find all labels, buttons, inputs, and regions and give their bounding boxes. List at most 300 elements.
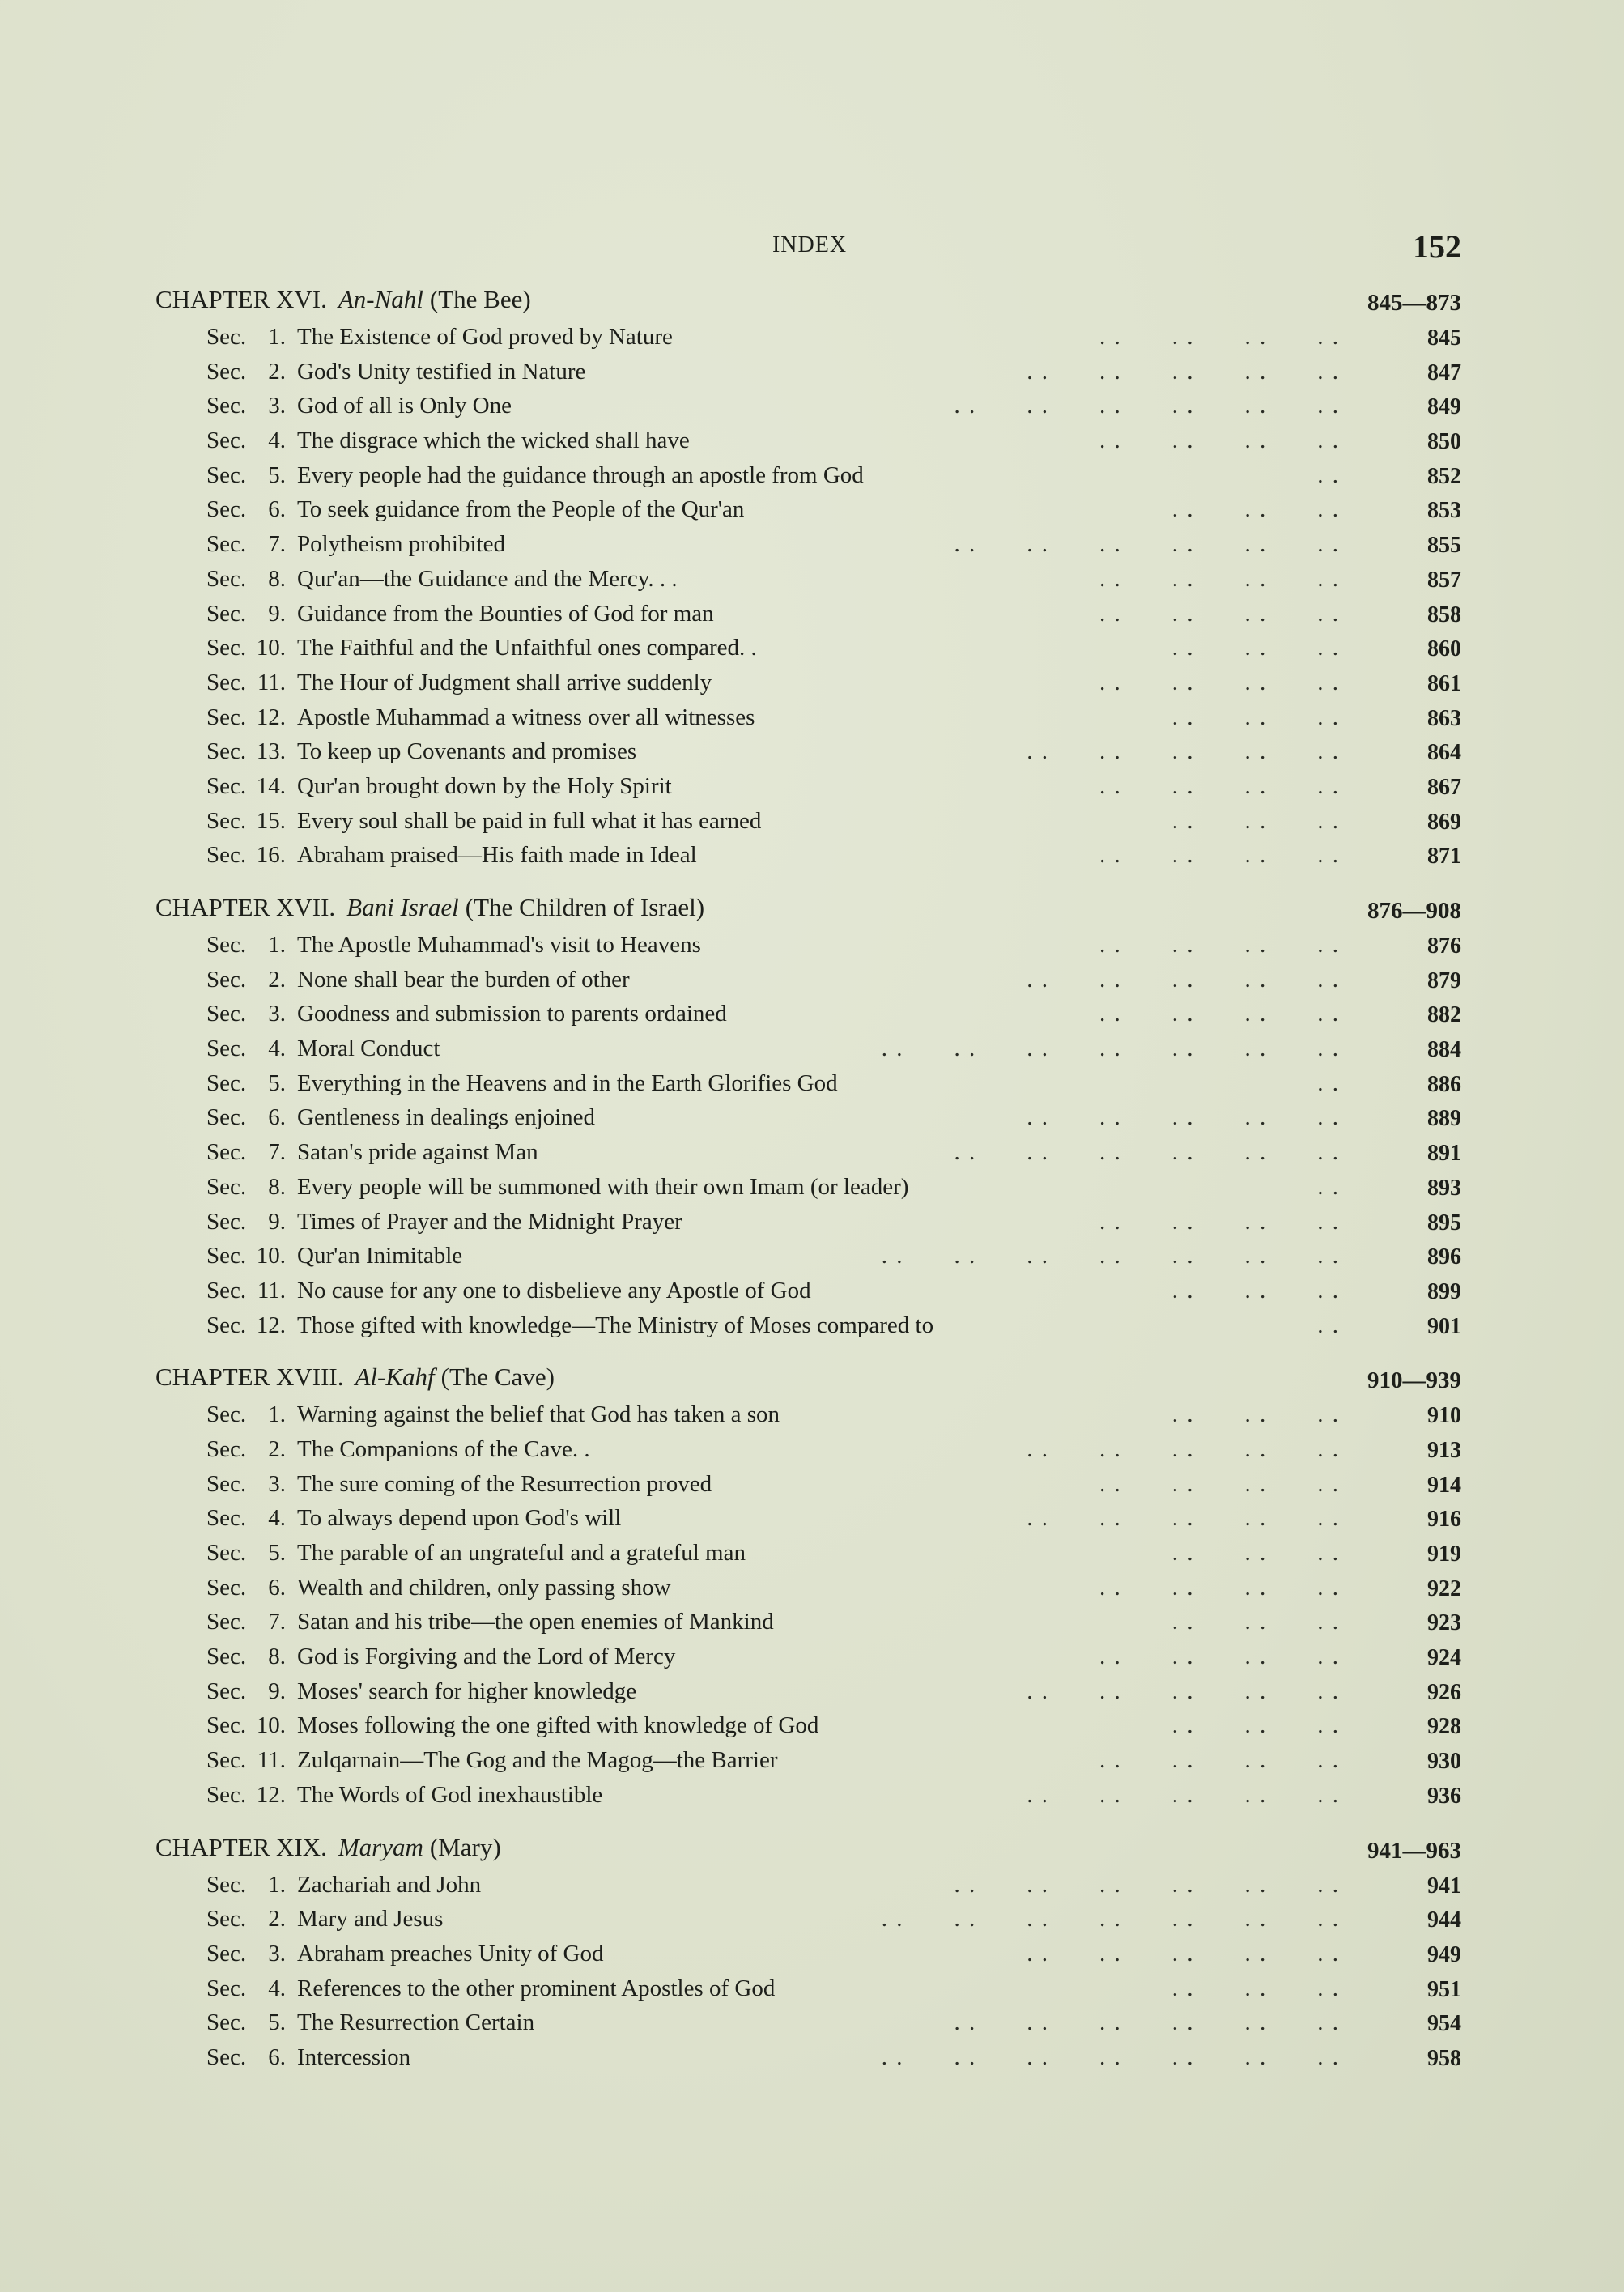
section-label: Sec.: [206, 1712, 247, 1739]
section-text: The Resurrection Certain: [297, 2009, 535, 2036]
section-text: God of all is Only One: [297, 393, 512, 419]
section-page: 858: [1427, 602, 1461, 627]
section-label: Sec.: [206, 600, 247, 627]
section-number: 7.: [268, 1139, 286, 1166]
section-number: 4.: [268, 1035, 286, 1062]
section-row: [206, 1971, 1461, 2006]
section-row: [206, 928, 1461, 963]
section-number: 7.: [268, 1609, 286, 1635]
section-number: 5.: [268, 461, 286, 488]
section-row: [206, 665, 1461, 700]
section-number: 7.: [268, 531, 286, 558]
section-number: 2.: [268, 1435, 286, 1462]
section-row: [206, 1571, 1461, 1605]
leader-dots: . . . . . . . .: [1099, 324, 1340, 350]
section-page: 913: [1427, 1437, 1461, 1463]
section-label: Sec.: [206, 1139, 247, 1166]
leader-dots: . . . . . .: [1171, 496, 1340, 523]
section-label: Sec.: [206, 669, 247, 695]
chapter-heading: [155, 279, 1461, 320]
section-row: [206, 769, 1461, 804]
section-text: Moses' search for higher knowledge: [297, 1678, 637, 1704]
leader-dots: . . . . . . . . . . . .: [954, 393, 1340, 419]
chapter-label: CHAPTER XVIII.: [155, 1363, 344, 1392]
section-label: Sec.: [206, 1470, 247, 1497]
section-page: 871: [1427, 844, 1461, 870]
chapter-english-title: (The Children of Israel): [465, 893, 705, 921]
section-number: 6.: [268, 2043, 286, 2070]
section-row: [206, 1536, 1461, 1571]
section-text: References to the other prominent Apostles of God: [297, 1975, 776, 2001]
section-label: Sec.: [206, 1208, 247, 1235]
leader-dots: . . . . . .: [1171, 704, 1340, 730]
leader-dots: . . . . . . . . . .: [1027, 1781, 1340, 1808]
section-number: 1.: [268, 1401, 286, 1428]
section-page: 849: [1427, 394, 1461, 420]
section-label: Sec.: [206, 461, 247, 488]
section-number: 4.: [268, 427, 286, 454]
leader-dots: . . . . . . . .: [1099, 1001, 1340, 1027]
section-row: [206, 389, 1461, 423]
leader-dots: . . . . . . . . . . . . . .: [881, 1035, 1340, 1062]
section-number: 6.: [268, 1574, 286, 1601]
chapter-page-range: 941—963: [1367, 1837, 1461, 1864]
section-row: [206, 1170, 1461, 1205]
section-page: 919: [1427, 1541, 1461, 1567]
chapter-gap: [158, 2083, 1461, 2090]
section-label: Sec.: [206, 531, 247, 558]
section-text: Every people will be summoned with their own Imam (or leader): [297, 1173, 909, 1200]
section-text: Goodness and submission to parents ordained: [297, 1001, 727, 1027]
section-number: 2.: [268, 966, 286, 993]
leader-dots: . . . . . .: [1171, 1975, 1340, 2001]
section-page: 879: [1427, 967, 1461, 993]
section-row: [206, 1135, 1461, 1170]
section-label: Sec.: [206, 1401, 247, 1428]
section-row: [206, 804, 1461, 839]
section-text: Polytheism prohibited: [297, 531, 505, 558]
section-page: 914: [1427, 1472, 1461, 1498]
leader-dots: . . . . . . . .: [1099, 565, 1340, 592]
section-label: Sec.: [206, 565, 247, 592]
leader-dots: . . . . . . . .: [1099, 1208, 1340, 1235]
chapter-label: CHAPTER XVI.: [155, 285, 327, 313]
leader-dots: . . . . . . . . . .: [1027, 738, 1340, 765]
section-row: [206, 423, 1461, 458]
section-row: [206, 1708, 1461, 1743]
section-row: [206, 1902, 1461, 1937]
section-page: 867: [1427, 774, 1461, 800]
section-row: [206, 963, 1461, 997]
section-text: Those gifted with knowledge—The Ministry of Moses compared to: [297, 1312, 934, 1338]
section-number: 6.: [268, 1104, 286, 1131]
section-label: Sec.: [206, 1035, 247, 1062]
section-page: 847: [1427, 359, 1461, 385]
section-page: 941: [1427, 1873, 1461, 1899]
section-text: Warning against the belief that God has taken a son: [297, 1401, 780, 1428]
leader-dots: . . . . . . . .: [1099, 1574, 1340, 1601]
section-label: Sec.: [206, 966, 247, 993]
section-label: Sec.: [206, 496, 247, 523]
section-text: To always depend upon God's will: [297, 1505, 622, 1532]
section-page: 944: [1427, 1907, 1461, 1933]
section-number: 6.: [268, 496, 286, 523]
section-page: 901: [1427, 1313, 1461, 1339]
section-row: [206, 1031, 1461, 1066]
section-number: 9.: [268, 600, 286, 627]
section-number: 4.: [268, 1975, 286, 2001]
leader-dots: . . . . . . . . . . . .: [954, 531, 1340, 558]
chapter-english-title: (The Bee): [429, 285, 531, 313]
leader-dots: . . . . . .: [1171, 1609, 1340, 1635]
leader-dots: . . . . . .: [1171, 807, 1340, 834]
section-page: 949: [1427, 1941, 1461, 1967]
section-row: [206, 458, 1461, 493]
section-row: [206, 492, 1461, 527]
chapter-page-range: 910—939: [1367, 1367, 1461, 1394]
section-page: 861: [1427, 670, 1461, 696]
section-label: Sec.: [206, 1312, 247, 1338]
section-label: Sec.: [206, 772, 247, 799]
section-number: 11.: [257, 1747, 286, 1774]
section-text: Intercession: [297, 2043, 411, 2070]
chapter-heading: [155, 1357, 1461, 1397]
section-text: None shall bear the burden of other: [297, 966, 630, 993]
section-label: Sec.: [206, 2009, 247, 2036]
section-number: 12.: [256, 704, 286, 730]
section-text: To keep up Covenants and promises: [297, 738, 637, 765]
page-title: INDEX: [772, 232, 848, 257]
section-text: The disgrace which the wicked shall have: [297, 427, 690, 454]
section-number: 15.: [256, 807, 286, 834]
section-row: [206, 1501, 1461, 1536]
section-text: The Faithful and the Unfaithful ones compared. .: [297, 635, 757, 661]
leader-dots: . . . . . . . .: [1099, 1470, 1340, 1497]
section-row: [206, 1937, 1461, 1971]
section-page: 926: [1427, 1679, 1461, 1705]
section-page: 895: [1427, 1210, 1461, 1235]
section-number: 12.: [256, 1312, 286, 1338]
section-number: 1.: [268, 932, 286, 958]
section-row: [206, 1674, 1461, 1709]
section-text: The Existence of God proved by Nature: [297, 324, 673, 350]
section-text: God's Unity testified in Nature: [297, 358, 586, 385]
leader-dots: . . . . . . . .: [1099, 600, 1340, 627]
section-row: [206, 631, 1461, 665]
section-row: [206, 734, 1461, 769]
section-page: 852: [1427, 463, 1461, 489]
section-number: 2.: [268, 358, 286, 385]
leader-dots: . . . . . . . . . .: [1027, 966, 1340, 993]
section-text: Abraham preaches Unity of God: [297, 1940, 604, 1967]
section-number: 10.: [256, 635, 286, 661]
chapter-block: [155, 887, 1461, 1342]
section-page: 954: [1427, 2011, 1461, 2037]
section-page: 893: [1427, 1175, 1461, 1201]
chapter-block: [155, 1827, 1461, 2075]
section-label: Sec.: [206, 1678, 247, 1704]
section-page: 951: [1427, 1976, 1461, 2002]
section-page: 958: [1427, 2045, 1461, 2071]
section-number: 1.: [268, 324, 286, 350]
section-row: [206, 2040, 1461, 2075]
leader-dots: . . . . . . . .: [1099, 669, 1340, 695]
section-label: Sec.: [206, 1871, 247, 1898]
leader-dots: . . . . . . . .: [1099, 932, 1340, 958]
section-text: Moses following the one gifted with knowledge of God: [297, 1712, 819, 1739]
section-page: 864: [1427, 740, 1461, 766]
section-page: 860: [1427, 636, 1461, 662]
chapter-title: An-Nahl: [338, 285, 423, 313]
chapter-english-title: (Mary): [429, 1832, 501, 1861]
section-row: [206, 997, 1461, 1031]
chapter-page-range: 845—873: [1367, 290, 1461, 316]
section-label: Sec.: [206, 1781, 247, 1808]
section-label: Sec.: [206, 2043, 247, 2070]
section-number: 5.: [268, 1069, 286, 1096]
chapter-title: Maryam: [338, 1832, 423, 1861]
section-label: Sec.: [206, 1609, 247, 1635]
section-text: Zachariah and John: [297, 1871, 482, 1898]
section-number: 9.: [268, 1208, 286, 1235]
section-label: Sec.: [206, 1644, 247, 1670]
section-label: Sec.: [206, 1173, 247, 1200]
section-number: 3.: [268, 393, 286, 419]
section-page: 922: [1427, 1575, 1461, 1601]
leader-dots: . . . . . .: [1171, 1540, 1340, 1566]
leader-dots: . . . . . . . . . . . . . .: [881, 1906, 1340, 1933]
section-label: Sec.: [206, 324, 247, 350]
section-label: Sec.: [206, 635, 247, 661]
page-header: [158, 228, 1461, 265]
section-text: Satan and his tribe—the open enemies of Mankind: [297, 1609, 774, 1635]
section-page: 884: [1427, 1037, 1461, 1063]
chapter-block: [155, 1357, 1461, 1812]
chapter-label: CHAPTER XIX.: [155, 1832, 327, 1861]
page-number: 152: [1413, 228, 1461, 265]
chapter-page-range: 876—908: [1367, 898, 1461, 924]
section-page: 850: [1427, 429, 1461, 455]
section-number: 13.: [256, 738, 286, 765]
section-text: No cause for any one to disbelieve any Apostle of God: [297, 1277, 811, 1303]
leader-dots: . . . . . . . . . . . .: [954, 1139, 1340, 1166]
section-row: [206, 1868, 1461, 1903]
leader-dots: . .: [1317, 1173, 1340, 1200]
leader-dots: . . . . . . . .: [1099, 1644, 1340, 1670]
section-label: Sec.: [206, 1104, 247, 1131]
section-text: The Hour of Judgment shall arrive suddenly: [297, 669, 712, 695]
section-text: Apostle Muhammad a witness over all witnesses: [297, 704, 755, 730]
section-text: Mary and Jesus: [297, 1906, 444, 1933]
section-label: Sec.: [206, 842, 247, 869]
section-label: Sec.: [206, 1574, 247, 1601]
section-label: Sec.: [206, 1001, 247, 1027]
section-label: Sec.: [206, 932, 247, 958]
leader-dots: . .: [1317, 1069, 1340, 1096]
section-page: 882: [1427, 1002, 1461, 1028]
section-label: Sec.: [206, 1277, 247, 1303]
section-label: Sec.: [206, 1505, 247, 1532]
section-text: The sure coming of the Resurrection proved: [297, 1470, 712, 1497]
section-page: 857: [1427, 567, 1461, 593]
section-row: [206, 355, 1461, 389]
section-label: Sec.: [206, 1940, 247, 1967]
section-text: The Words of God inexhaustible: [297, 1781, 603, 1808]
section-number: 3.: [268, 1001, 286, 1027]
leader-dots: . .: [1317, 461, 1340, 488]
section-text: The Companions of the Cave. .: [297, 1435, 590, 1462]
section-number: 16.: [256, 842, 286, 869]
section-page: 845: [1427, 325, 1461, 351]
section-number: 14.: [256, 772, 286, 799]
section-page: 924: [1427, 1645, 1461, 1671]
section-label: Sec.: [206, 1975, 247, 2001]
section-row: [206, 597, 1461, 631]
leader-dots: . . . . . . . . . .: [1027, 358, 1340, 385]
section-text: Gentleness in dealings enjoined: [297, 1104, 596, 1131]
section-number: 8.: [268, 565, 286, 592]
section-text: Times of Prayer and the Midnight Prayer: [297, 1208, 682, 1235]
section-row: [206, 1274, 1461, 1308]
chapter-list: [155, 279, 1461, 2090]
section-number: 5.: [268, 2009, 286, 2036]
chapter-gap: [158, 1821, 1461, 1827]
section-row: [206, 1639, 1461, 1674]
chapter-gap: [158, 881, 1461, 887]
section-text: The Apostle Muhammad's visit to Heavens: [297, 932, 701, 958]
section-row: [206, 1066, 1461, 1101]
chapter-label: CHAPTER XVII.: [155, 893, 336, 921]
section-number: 11.: [257, 669, 286, 695]
chapter-block: [155, 279, 1461, 873]
section-row: [206, 562, 1461, 597]
chapter-gap: [158, 1350, 1461, 1357]
section-label: Sec.: [206, 1069, 247, 1096]
leader-dots: . . . . . . . .: [1099, 772, 1340, 799]
section-number: 12.: [256, 1781, 286, 1808]
section-text: Abraham praised—His faith made in Ideal: [297, 842, 697, 869]
leader-dots: . .: [1317, 1312, 1340, 1338]
section-page: 916: [1427, 1507, 1461, 1533]
section-label: Sec.: [206, 1435, 247, 1462]
section-page: 930: [1427, 1749, 1461, 1775]
section-text: Qur'an brought down by the Holy Spirit: [297, 772, 672, 799]
section-text: Qur'an—the Guidance and the Mercy. . .: [297, 565, 678, 592]
section-row: [206, 1397, 1461, 1432]
section-row: [206, 1743, 1461, 1778]
section-text: Zulqarnain—The Gog and the Magog—the Barrier: [297, 1747, 778, 1774]
section-page: 928: [1427, 1714, 1461, 1740]
section-label: Sec.: [206, 1243, 247, 1269]
leader-dots: . . . . . . . . . .: [1027, 1678, 1340, 1704]
section-text: To seek guidance from the People of the Qur'an: [297, 496, 745, 523]
leader-dots: . . . . . . . . . .: [1027, 1505, 1340, 1532]
section-label: Sec.: [206, 738, 247, 765]
section-label: Sec.: [206, 807, 247, 834]
leader-dots: . . . . . . . . . . . .: [954, 1871, 1340, 1898]
section-page: 899: [1427, 1278, 1461, 1304]
section-row: [206, 700, 1461, 735]
section-text: Every soul shall be paid in full what it has earned: [297, 807, 762, 834]
leader-dots: . . . . . . . . . . . . . .: [881, 1243, 1340, 1269]
section-text: Qur'an Inimitable: [297, 1243, 463, 1269]
section-label: Sec.: [206, 704, 247, 730]
section-number: 8.: [268, 1644, 286, 1670]
section-page: 910: [1427, 1403, 1461, 1429]
section-page: 869: [1427, 809, 1461, 835]
leader-dots: . . . . . . . .: [1099, 842, 1340, 869]
section-number: 1.: [268, 1871, 286, 1898]
section-number: 11.: [257, 1277, 286, 1303]
leader-dots: . . . . . .: [1171, 1277, 1340, 1303]
section-page: 936: [1427, 1783, 1461, 1809]
section-page: 853: [1427, 498, 1461, 524]
section-row: [206, 1100, 1461, 1135]
section-number: 10.: [256, 1712, 286, 1739]
section-page: 855: [1427, 533, 1461, 559]
section-text: Every people had the guidance through an apostle from God: [297, 461, 864, 488]
section-label: Sec.: [206, 1540, 247, 1566]
leader-dots: . . . . . . . . . . . . . .: [881, 2043, 1340, 2070]
section-number: 2.: [268, 1906, 286, 1933]
section-row: [206, 1605, 1461, 1639]
section-text: God is Forgiving and the Lord of Mercy: [297, 1644, 676, 1670]
section-text: Moral Conduct: [297, 1035, 440, 1062]
section-text: Satan's pride against Man: [297, 1139, 538, 1166]
section-label: Sec.: [206, 1747, 247, 1774]
section-number: 10.: [256, 1243, 286, 1269]
leader-dots: . . . . . . . . . .: [1027, 1940, 1340, 1967]
leader-dots: . . . . . . . . . . . .: [954, 2009, 1340, 2036]
leader-dots: . . . . . .: [1171, 1712, 1340, 1739]
chapter-title: Bani Israel: [346, 893, 459, 921]
section-row: [206, 1239, 1461, 1274]
section-row: [206, 1778, 1461, 1813]
section-row: [206, 1432, 1461, 1467]
chapter-heading: [155, 1827, 1461, 1868]
chapter-english-title: (The Cave): [440, 1363, 555, 1392]
section-text: Everything in the Heavens and in the Earth Glorifies God: [297, 1069, 838, 1096]
section-number: 3.: [268, 1940, 286, 1967]
section-number: 4.: [268, 1505, 286, 1532]
section-number: 3.: [268, 1470, 286, 1497]
section-page: 891: [1427, 1141, 1461, 1167]
section-page: 876: [1427, 933, 1461, 959]
leader-dots: . . . . . . . . . .: [1027, 1104, 1340, 1131]
leader-dots: . . . . . . . . . .: [1027, 1435, 1340, 1462]
section-label: Sec.: [206, 358, 247, 385]
section-page: 886: [1427, 1071, 1461, 1097]
section-number: 9.: [268, 1678, 286, 1704]
leader-dots: . . . . . .: [1171, 1401, 1340, 1428]
section-page: 896: [1427, 1244, 1461, 1270]
section-label: Sec.: [206, 427, 247, 454]
section-text: The parable of an ungrateful and a grateful man: [297, 1540, 746, 1566]
section-row: [206, 2005, 1461, 2040]
section-row: [206, 320, 1461, 355]
section-row: [206, 1467, 1461, 1502]
leader-dots: . . . . . .: [1171, 635, 1340, 661]
section-page: 923: [1427, 1610, 1461, 1636]
chapter-heading: [155, 887, 1461, 928]
section-row: [206, 1205, 1461, 1240]
section-page: 889: [1427, 1106, 1461, 1132]
section-number: 5.: [268, 1540, 286, 1566]
leader-dots: . . . . . . . .: [1099, 1747, 1340, 1774]
section-row: [206, 838, 1461, 873]
section-label: Sec.: [206, 393, 247, 419]
section-page: 863: [1427, 705, 1461, 731]
